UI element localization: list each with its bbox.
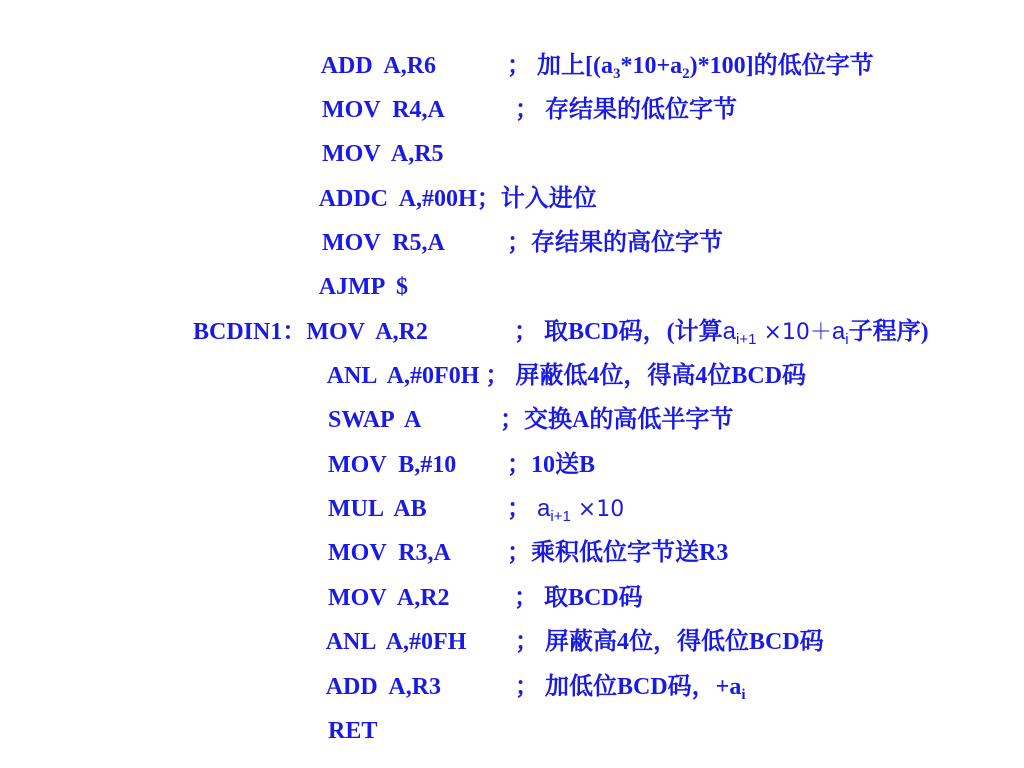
comment: 加低位BCD码，$+a_i$ [545, 674, 746, 703]
instruction: MOV R3,A [328, 540, 451, 566]
comment-line-2 [503, 68, 737, 124]
separator: ； [507, 452, 531, 478]
separator: ； [507, 496, 531, 522]
instruction: RET [328, 718, 378, 744]
comment-line-5 [495, 201, 723, 257]
instruction: ANL A,#0F0H [326, 363, 480, 389]
instruction: MOV A,R5 [322, 141, 444, 167]
comment: 乘积低位字节送R3 [531, 540, 729, 566]
comment: 存结果的高位字节 [531, 230, 723, 256]
label: BCDIN1： [193, 319, 307, 345]
comment: 取BCD码 [544, 585, 643, 611]
code-line-16 [316, 689, 377, 745]
separator: ； [514, 319, 538, 345]
separator: ； [507, 230, 531, 256]
comment-line-15 [503, 645, 746, 701]
instruction: ADD A,R3 [325, 674, 442, 700]
separator: ； [507, 53, 531, 79]
instruction: AJMP $ [318, 274, 409, 300]
separator: ； [500, 407, 524, 433]
separator: ； [515, 629, 539, 655]
instruction: MOV R4,A [322, 97, 445, 123]
instruction: ANL A,#0FH [325, 629, 467, 655]
separator: ； [514, 585, 538, 611]
separator: ； [507, 540, 531, 566]
separator: ； [515, 97, 539, 123]
instruction: MOV A,R2 [306, 319, 428, 345]
comment: 交换A的高低半字节 [524, 407, 734, 433]
instruction: MOV B,#10 [328, 452, 457, 478]
instruction: MOV A,R2 [328, 585, 450, 611]
comment: 屏蔽低4位，得高4位BCD码 [515, 363, 807, 389]
instruction: MUL AB [328, 496, 427, 522]
comment: 10送B [531, 452, 596, 478]
instruction: ADDC A,#00H [318, 186, 477, 212]
instruction: MOV R5,A [322, 230, 445, 256]
comment: 取BCD码，(计算$a_{i+1} \times 10+a_i$子程序) [544, 318, 929, 348]
comment: 计入进位 [500, 186, 597, 212]
comment: 加上$[(a_3*10+a_2)*100]$的低位字节 [537, 53, 874, 82]
separator: ； [485, 363, 510, 389]
comment: 屏蔽高4位，得低位BCD码 [545, 629, 824, 655]
separator: ； [476, 186, 501, 212]
comment: $a_{i+1} \times 10$ [537, 495, 625, 525]
separator: ； [515, 674, 539, 700]
instruction: ADD A,R6 [320, 53, 437, 79]
comment: 存结果的低位字节 [545, 97, 737, 123]
instruction: SWAP A [328, 407, 422, 433]
